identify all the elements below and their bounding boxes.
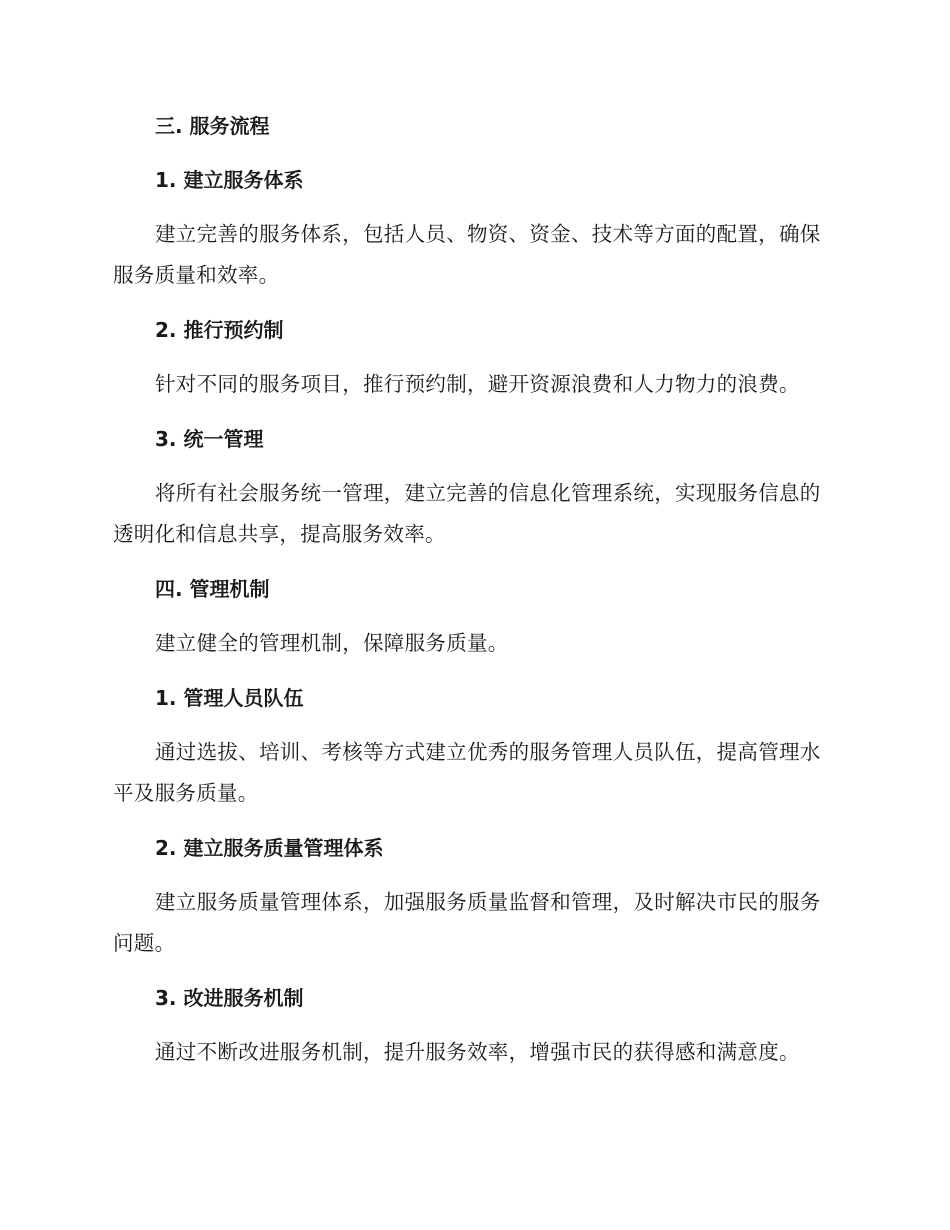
paragraph-quality-management-system: 建立服务质量管理体系，加强服务质量监督和管理，及时解决市民的服务问题。 xyxy=(113,890,821,955)
paragraph-service-system: 建立完善的服务体系，包括人员、物资、资金、技术等方面的配置，确保服务质量和效率。 xyxy=(113,222,821,287)
subheading-management-team: 1. 管理人员队伍 xyxy=(155,686,304,710)
section-heading-management-mechanism: 四. 管理机制 xyxy=(155,577,270,601)
subheading-appointment-system: 2. 推行预约制 xyxy=(155,318,284,342)
document-body xyxy=(113,106,831,1087)
paragraph-unified-management: 将所有社会服务统一管理，建立完善的信息化管理系统，实现服务信息的透明化和信息共享，提高服务效率。 xyxy=(113,481,821,546)
section-heading-service-process: 三. 服务流程 xyxy=(155,114,270,138)
subheading-improve-service-mechanism: 3. 改进服务机制 xyxy=(155,986,304,1010)
paragraph-improve-service-mechanism: 通过不断改进服务机制，提升服务效率，增强市民的获得感和满意度。 xyxy=(155,1040,800,1064)
paragraph-appointment-system: 针对不同的服务项目，推行预约制，避开资源浪费和人力物力的浪费。 xyxy=(155,372,800,396)
subheading-unified-management: 3. 统一管理 xyxy=(155,427,264,451)
paragraph-management-mechanism: 建立健全的管理机制，保障服务质量。 xyxy=(155,631,509,655)
subheading-quality-management-system: 2. 建立服务质量管理体系 xyxy=(155,836,384,860)
paragraph-management-team: 通过选拔、培训、考核等方式建立优秀的服务管理人员队伍，提高管理水平及服务质量。 xyxy=(113,740,821,805)
subheading-build-service-system: 1. 建立服务体系 xyxy=(155,168,304,192)
